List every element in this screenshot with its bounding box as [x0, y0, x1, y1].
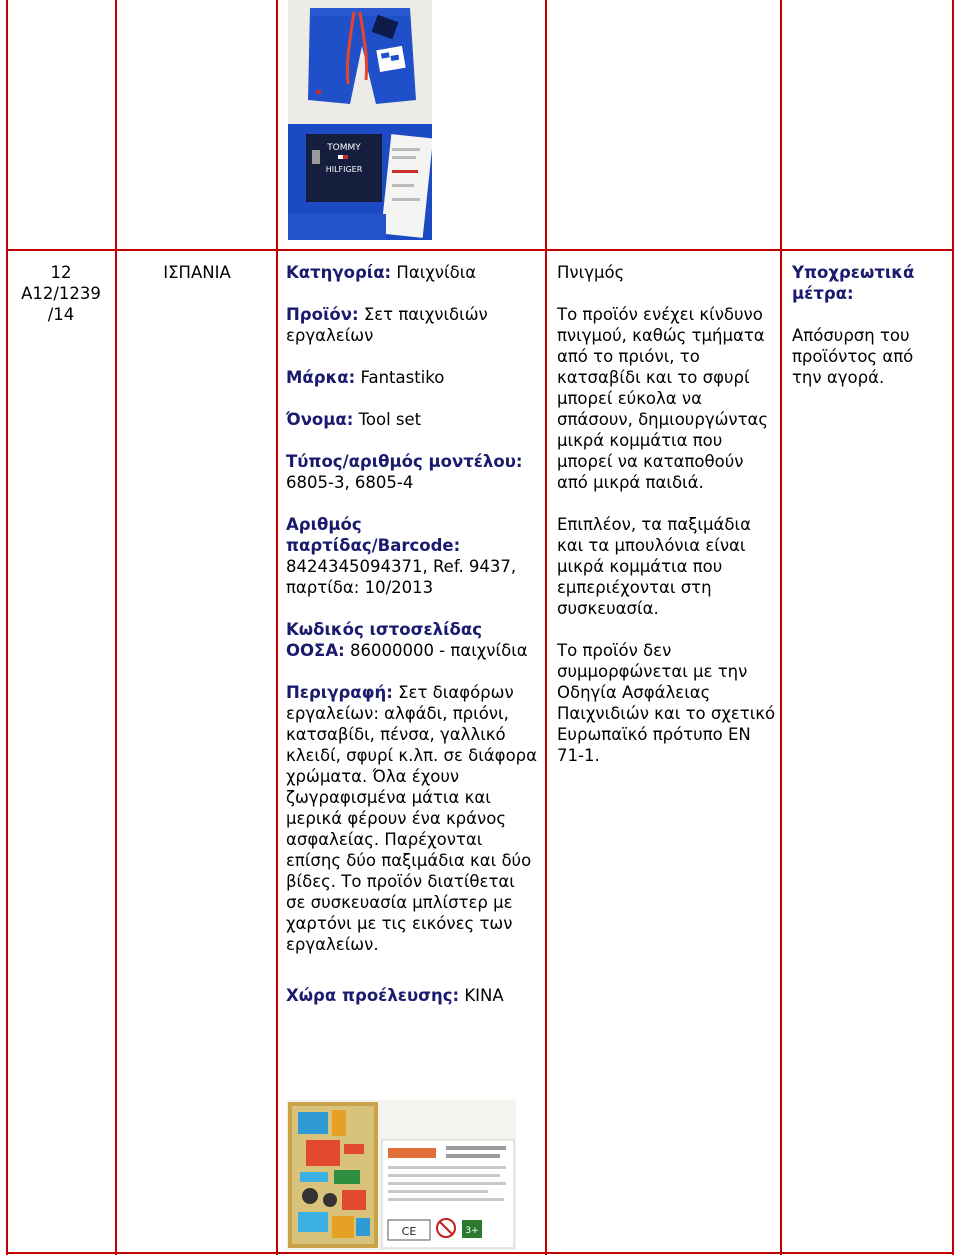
risk-type: Πνιγμός — [557, 263, 625, 282]
table-border-right — [952, 0, 954, 1255]
field-origin: Χώρα προέλευσης: ΚΙΝΑ — [286, 986, 504, 1005]
table-column-divider — [115, 0, 117, 1255]
field-name: Όνομα: Tool set — [286, 410, 422, 429]
entry-number: 12 — [50, 263, 72, 282]
brand-logo-text: HILFIGER — [325, 165, 363, 174]
risk-paragraph: Το προϊόν δεν συμμορφώνεται με την Οδηγία Ασφάλειας Παιχνιδιών και το σχετικό Ευρωπαϊκό πρότυπο EN 71-1. — [557, 641, 776, 765]
field-product: Προϊόν: Σετ παιχνιδιών εργαλείων — [286, 305, 488, 345]
country-cell — [117, 262, 277, 283]
field-oecd-code: Κωδικός ιστοσελίδας ΟΟΣΑ: 86000000 - παιχνίδια — [286, 620, 528, 660]
entry-reference: /14 — [47, 305, 75, 324]
measures-cell — [792, 262, 942, 409]
entry-number-cell — [6, 262, 116, 325]
age-label: 3+ — [465, 1226, 479, 1236]
field-category: Κατηγορία: Παιχνίδια — [286, 263, 477, 282]
table-column-divider — [276, 0, 278, 1255]
table-border-bottom — [6, 1252, 954, 1254]
product-details-cell — [286, 262, 538, 1027]
brand-logo-text: TOMMY — [327, 143, 361, 153]
field-batch-barcode: Αριθμός παρτίδας/Barcode: 8424345094371, Ref. 9437, παρτίδα: 10/2013 — [286, 515, 517, 597]
field-brand: Μάρκα: Fantastiko — [286, 368, 445, 387]
table-column-divider — [545, 0, 547, 1255]
product-photo-tool-set — [286, 1100, 516, 1250]
risk-paragraph: Επιπλέον, τα παξιμάδια και τα μπουλόνια είναι μικρά κομμάτια που εμπεριέχονται στη συσκευασία. — [557, 515, 751, 618]
svg-text:CE: CE — [401, 1225, 417, 1238]
notifying-country: ΙΣΠΑΝΙΑ — [163, 263, 231, 282]
measures-label: Υποχρεωτικά μέτρα: — [792, 263, 915, 303]
table-border-left — [6, 0, 8, 1255]
measures-text: Απόσυρση του προϊόντος από την αγορά. — [792, 326, 914, 387]
table-column-divider — [780, 0, 782, 1255]
product-photo-shorts — [288, 0, 432, 240]
table-row-divider — [6, 249, 954, 251]
risk-cell — [557, 262, 777, 787]
entry-reference: A12/1239 — [21, 284, 101, 303]
risk-paragraph: Το προϊόν ενέχει κίνδυνο πνιγμού, καθώς τμήματα από το πριόνι, το κατσαβίδι και το σφυρί μπορεί εύκολα να σπάσουν, δημιουργώντας μικρά κομμάτια που μπορεί να καταποθούν από μικρά παιδιά. — [557, 305, 769, 492]
field-description: Περιγραφή: Σετ διαφόρων εργαλείων: αλφάδι, πριόνι, κατσαβίδι, πένσα, γαλλικό κλειδί, σφυρί κ.λπ. σε διάφορα χρώματα. Όλα έχουν ζωγραφισμένα μάτια και μερικά φέρουν ένα κράνος ασφαλείας. Παρέχονται επίσης δύο παξιμάδια και δύο βίδες. Το προϊόν διατίθεται σε συσκευασία μπλίστερ με χαρτόνι με τις εικόνες των εργαλείων. — [286, 683, 538, 954]
field-model: Τύπος/αριθμός μοντέλου: 6805-3, 6805-4 — [286, 452, 523, 492]
